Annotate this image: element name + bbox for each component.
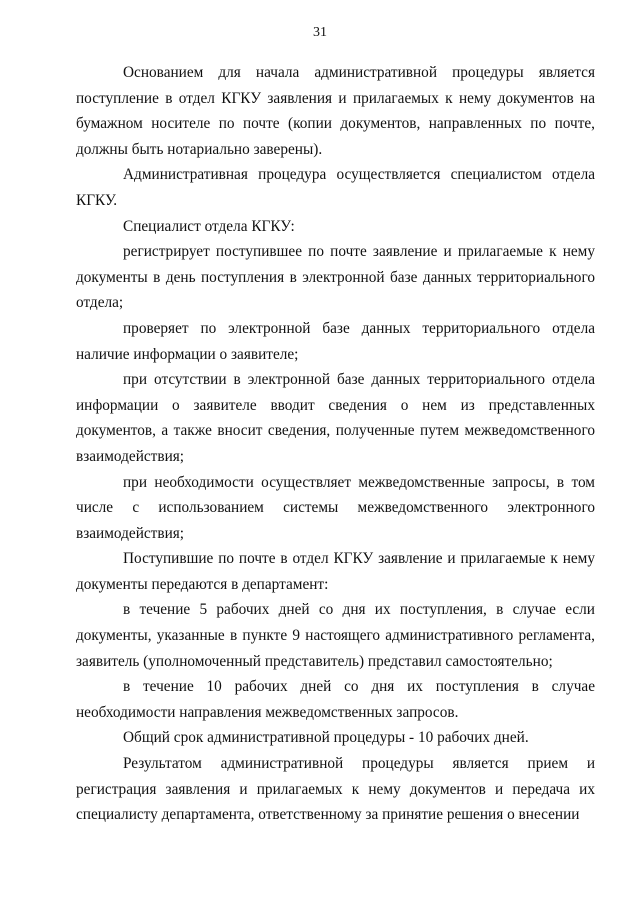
paragraph-basis: Основанием для начала административной процедуры является поступление в отдел КГКУ заявления и прилагаемых к нему документов на бумажном носителе по почте (копии документов, направленных по почте, должны быть нотариально заверены). [76,64,595,158]
paragraph-checks: проверяет по электронной базе данных территориального отдела наличие информации о заявителе; [76,319,595,363]
paragraph-performer: Административная процедура осуществляется специалистом отдела КГКУ. [76,166,595,209]
paragraph-enters-data: при отсутствии в электронной базе данных территориального отдела информации о заявителе вводит сведения о нем из представленных документов, а также вносит сведения, полученные путем межведомственного взаимодействия; [76,371,595,465]
paragraph-requests: при необходимости осуществляет межведомственные запросы, в том числе с использованием системы межведомственного электронного взаимодействия; [76,473,595,542]
page-number: 31 [313,25,327,40]
paragraph-specialist-intro: Специалист отдела КГКУ: [123,217,295,235]
paragraph-total-term: Общий срок административной процедуры - 10 рабочих дней. [123,729,529,747]
paragraph-transfer: Поступившие по почте в отдел КГКУ заявление и прилагаемые к нему документы передаются в департамент: [76,550,595,593]
paragraph-term-5-days: в течение 5 рабочих дней со дня их поступления, в случае если документы, указанные в пункте 9 настоящего административного регламента, заявитель (уполномоченный представитель) представил самостоятельно; [76,601,595,670]
body-text [76,60,595,828]
paragraph-result: Результатом административной процедуры является прием и регистрация заявления и прилагаемых к нему документов и передача их специалисту департамента, ответственному за принятие решения о внесении [76,755,595,824]
paragraph-registers: регистрирует поступившее по почте заявление и прилагаемые к нему документы в день поступления в электронной базе данных территориального отдела; [76,243,595,312]
paragraph-term-10-days: в течение 10 рабочих дней со дня их поступления в случае необходимости направления межведомственных запросов. [76,678,595,721]
